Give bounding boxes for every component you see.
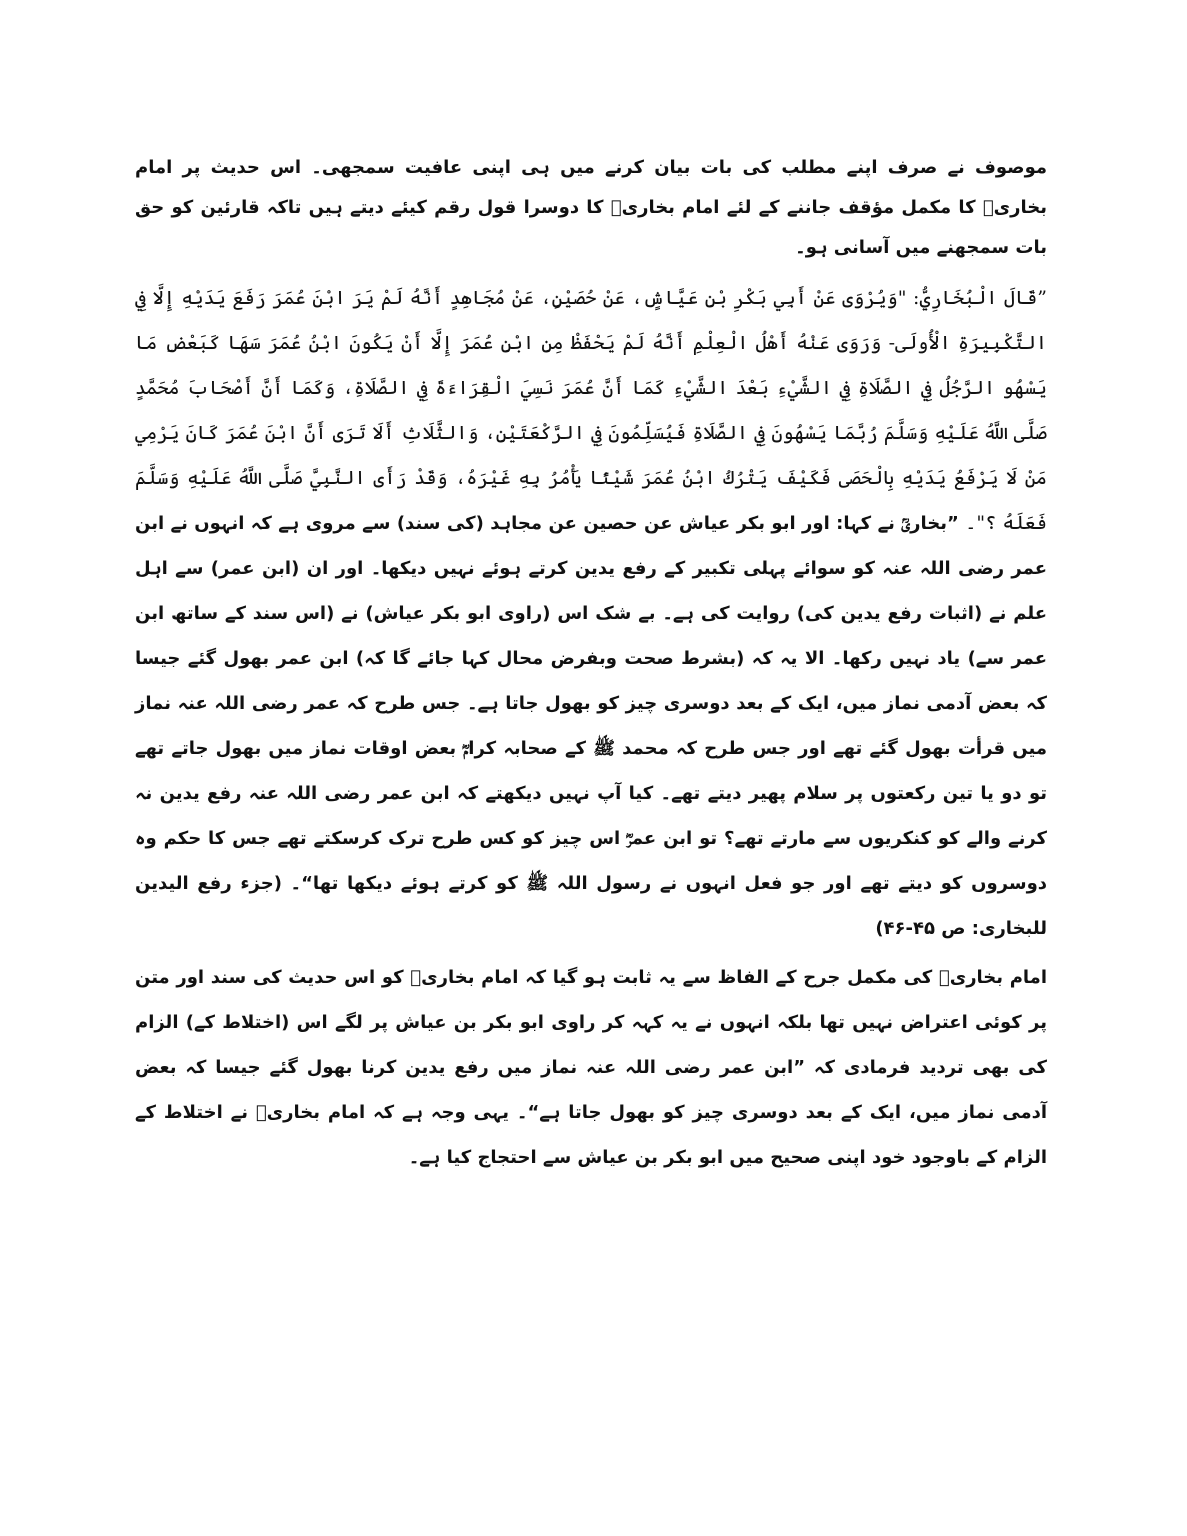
conclusion-paragraph: امام بخاریؒ کی مکمل جرح کے الفاظ سے یہ ثابت ہو گیا کہ امام بخاریؒ کو اس حدیث کی سند اور متن پر کوئی اعتراض نہیں تھا بلکہ انہوں نے یہ کہہ کر راوی ابو بکر بن عیاش پر لگے اس (اختلاط کے) الزام کی بھی تردید فرمادی کہ ”ابن عمر رضی اللہ عنہ نماز میں رفع یدین کرنا بھول گئے جیسا کہ بعض آدمی نماز میں، ایک کے بعد دوسری چیز کو بھول جاتا ہے“۔ یہی وجہ ہے کہ امام بخاریؒ نے اختلاط کے الزام کے باوجود خود اپنی صحیح میں ابو بکر بن عیاش سے احتجاج کیا ہے۔ (135, 967, 1047, 1168)
document-page (135, 148, 1047, 1180)
hadith-quote-paragraph (135, 276, 1047, 951)
urdu-translation-text: ”بخاریؒ نے کہا: اور ابو بکر عیاش عن حصین عن مجاہد (کی سند) سے مروی ہے کہ انہوں نے ابن عمر رضی اللہ عنہ کو سوائے پہلی تکبیر کے رفع یدین کرتے ہوئے نہیں دیکھا۔ اور ان (ابن عمر) سے اہل علم نے (اثبات رفع یدین کی) روایت کی ہے۔ بے شک اس (راوی ابو بکر عیاش) نے (اس سند کے ساتھ ابن عمر سے) یاد نہیں رکھا۔ الا یہ کہ (بشرط صحت وبفرض محال کہا جائے گا کہ) ابن عمر بھول گئے جیسا کہ بعض آدمی نماز میں، ایک کے بعد دوسری چیز کو بھول جاتا ہے۔ جس طرح کہ عمر رضی اللہ عنہ نماز میں قرأت بھول گئے تھے اور جس طرح کہ محمد ﷺ کے صحابہ کرامؓ بعض اوقات نماز میں بھول جاتے تھے تو دو یا تین رکعتوں پر سلام پھیر دیتے تھے۔ کیا آپ نہیں دیکھتے کہ ابن عمر رضی اللہ عنہ رفع یدین نہ کرنے والے کو کنکریوں سے مارتے تھے؟ تو ابن عمرؓ اس چیز کو کس طرح ترک کرسکتے تھے جس کا حکم وہ دوسروں کو دیتے تھے اور جو فعل انہوں نے رسول اللہ ﷺ کو کرتے ہوئے دیکھا تھا“۔ (جزء رفع الیدین للبخاری: ص ۴۵-۴۶) (135, 513, 1047, 939)
arabic-hadith-text: ”قَالَ الْبُخَارِيُّ: "وَيُرْوَى عَنْ أَبِي بَكْرِ بْنِ عَيَّاشٍ، عَنْ حُصَيْنٍ، عَنْ مُجَاهِدٍ أَنَّهُ لَمْ يَرَ ابْنَ عُمَرَ رَفَعَ يَدَيْهِ إِلَّا فِي التَّكْبِيرَةِ الْأُولَى- وَرَوَى عَنْهُ أَهْلُ الْعِلْمِ أَنَّهُ لَمْ يَحْفَظْ مِنِ ابْنِ عُمَرَ إِلَّا أَنْ يَكُونَ ابْنُ عُمَرَ سَهَا كَبَعْضِ مَا يَسْهُو الرَّجُلُ فِي الصَّلَاةِ فِي الشَّيْءِ بَعْدَ الشَّيْءِ كَمَا أَنَّ عُمَرَ نَسِيَ الْقِرَاءَةَ فِي الصَّلَاةِ، وَكَمَا أَنَّ أَصْحَابَ مُحَمَّدٍ صَلَّى اللَّهُ عَلَيْهِ وَسَلَّمَ رُبَّمَا يَسْهُونَ فِي الصَّلَاةِ فَيُسَلِّمُونَ فِي الرَّكْعَتَيْنِ، وَالثَّلَاثِ أَلَا تَرَى أَنَّ ابْنَ عُمَرَ كَانَ يَرْمِي مَنْ لَا يَرْفَعُ يَدَيْهِ بِالْحَصَى فَكَيْفَ يَتْرُكُ ابْنُ عُمَرَ شَيْئًا يَأْمُرُ بِهِ غَيْرَهُ، وَقَدْ رَأَى النَّبِيَّ صَلَّى اللَّهُ عَلَيْهِ وَسَلَّمَ فَعَلَهُ ؟"۔ (135, 287, 1048, 534)
intro-paragraph: موصوف نے صرف اپنے مطلب کی بات بیان کرنے میں ہی اپنی عافیت سمجھی۔ اس حدیث پر امام بخاریؒ کا مکمل مؤقف جاننے کے لئے امام بخاریؒ کا دوسرا قول رقم کیئے دیتے ہیں تاکہ قارئین کو حق بات سمجھنے میں آسانی ہو۔ (135, 157, 1047, 258)
